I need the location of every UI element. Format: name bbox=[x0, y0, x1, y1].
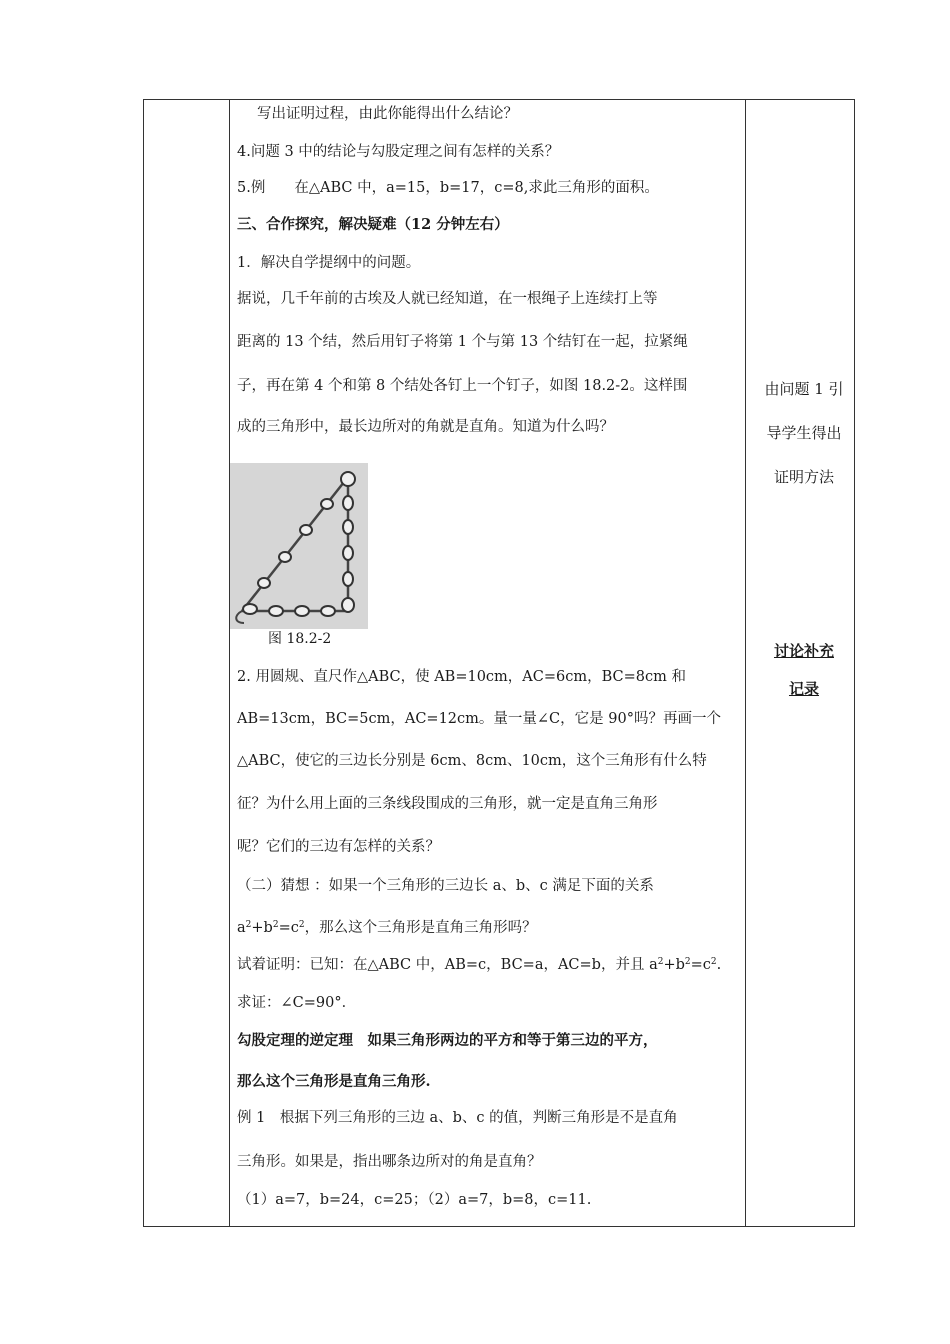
text-line: 成的三角形中，最长边所对的角就是直角。知道为什么吗？ bbox=[237, 419, 614, 435]
discussion-label: 讨论补充 bbox=[773, 642, 834, 660]
rope-triangle-drawing bbox=[230, 463, 368, 629]
teaching-note-line: 导学生得出 bbox=[766, 424, 842, 442]
text-line: 试着证明：已知：在△ABC 中，AB=c，BC=a，AC=b，并且 $a^2+b^2=c^2$. bbox=[237, 957, 722, 973]
lesson-table bbox=[143, 99, 855, 1227]
rope-triangle-figure bbox=[230, 463, 368, 629]
discussion-label: 记录 bbox=[788, 680, 819, 698]
section-heading: 三、合作探究，解决疑难（12 分钟左右） bbox=[237, 216, 509, 233]
formula-line: $a^2+b^2=c^2$，那么这个三角形是直角三角形吗？ bbox=[237, 920, 537, 936]
text-line: 三角形。如果是，指出哪条边所对的角是直角？ bbox=[237, 1154, 542, 1170]
text-line: 呢？它们的三边有怎样的关系？ bbox=[237, 839, 440, 855]
text-line: 求证：∠C=90°． bbox=[237, 995, 357, 1011]
theorem-line: 勾股定理的逆定理 如果三角形两边的平方和等于第三边的平方， bbox=[237, 1032, 658, 1049]
theorem-line: 那么这个三角形是直角三角形. bbox=[237, 1073, 431, 1090]
text-line: 写出证明过程，由此你能得出什么结论？ bbox=[257, 106, 518, 122]
text-line: 例 1 根据下列三角形的三边 a、b、c 的值，判断三角形是不是直角 bbox=[237, 1110, 678, 1126]
text-line: 5.例 在△ABC 中，a=15，b=17，c=8,求此三角形的面积。 bbox=[237, 180, 659, 196]
teaching-note-line: 证明方法 bbox=[773, 468, 834, 486]
text-line: 距离的 13 个结，然后用钉子将第 1 个与第 13 个结钉在一起，拉紧绳 bbox=[237, 334, 688, 350]
text-line: 征？为什么用上面的三条线段围成的三角形，就一定是直角三角形 bbox=[237, 796, 658, 812]
text-line: （1）a=7，b=24，c=25；（2）a=7，b=8，c=11. bbox=[237, 1192, 592, 1208]
text-line: △ABC，使它的三边长分别是 6cm、8cm、10cm，这个三角形有什么特 bbox=[237, 753, 707, 769]
text-line: 1．解决自学提纲中的问题。 bbox=[237, 255, 421, 271]
text-line: AB=13cm，BC=5cm，AC=12cm。量一量∠C，它是 90°吗？再画一个 bbox=[237, 711, 721, 727]
text-fragment: 试着证明：已知：在△ABC 中，AB=c，BC=a，AC=b，并且 a bbox=[237, 957, 658, 973]
text-line: 子，再在第 4 个和第 8 个结处各钉上一个钉子，如图 18.2-2。这样围 bbox=[237, 378, 688, 394]
column-divider bbox=[229, 100, 230, 1226]
column-divider bbox=[745, 100, 746, 1226]
text-line: 2. 用圆规、直尺作△ABC，使 AB=10cm，AC=6cm，BC=8cm 和 bbox=[237, 669, 686, 685]
text-line: 据说，几千年前的古埃及人就已经知道，在一根绳子上连续打上等 bbox=[237, 291, 658, 307]
text-line: （二）猜想 ：如果一个三角形的三边长 a、b、c 满足下面的关系 bbox=[237, 878, 654, 894]
figure-caption: 图 18.2-2 bbox=[268, 631, 332, 647]
text-fragment: ，那么这个三角形是直角三角形吗？ bbox=[304, 920, 537, 936]
teaching-note-line: 由问题 1 引 bbox=[764, 380, 844, 398]
text-line: 4.问题 3 中的结论与勾股定理之间有怎样的关系？ bbox=[237, 144, 560, 160]
